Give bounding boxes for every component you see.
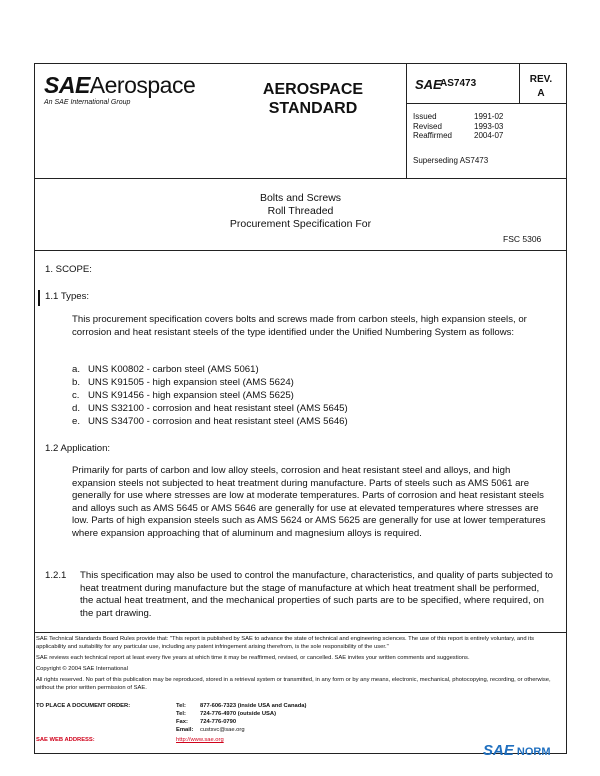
footer-review-text: SAE reviews each technical report at least every five years at which time it may be reaffirmed, revised, or cancelled. SAE invites your written comments and suggestions.	[36, 655, 470, 661]
date-value-issued: 1991-02	[474, 112, 504, 121]
doc-sae-logo: SAE	[415, 77, 442, 92]
types-paragraph: This procurement specification covers bolts and screws made from carbon steels, high expansion steels, or corrosion and heat resistant steels of the type identified under the Unified Numbering System as follows:	[72, 314, 527, 338]
list-item-label: a.	[72, 364, 81, 375]
sae-norm-word: NORM	[516, 746, 551, 758]
list-item-text: UNS S34700 - corrosion and heat resistant steel (AMS 5646)	[88, 416, 348, 427]
date-label-reaffirmed: Reaffirmed	[413, 131, 452, 140]
section-1-2-1-number: 1.2.1	[45, 570, 67, 581]
section-application-heading: 1.2 Application:	[45, 443, 111, 454]
order-label: TO PLACE A DOCUMENT ORDER:	[36, 703, 131, 709]
header-column-divider	[406, 63, 407, 178]
standard-title: AEROSPACE STANDARD	[262, 81, 364, 117]
rev-label: REV.	[529, 74, 553, 85]
list-item-label: d.	[72, 403, 81, 414]
change-bar	[38, 290, 40, 306]
revision-box	[522, 73, 560, 101]
date-value-revised: 1993-03	[474, 122, 504, 131]
logo-subtitle: An SAE International Group	[44, 99, 131, 106]
list-item-text: UNS K91456 - high expansion steel (AMS 5625)	[88, 390, 294, 401]
fsc-code: FSC 5306	[503, 234, 542, 244]
contact-email[interactable]: custsvc@sae.org	[200, 727, 245, 733]
title-divider	[34, 250, 567, 251]
document-title	[34, 192, 567, 231]
contact-label: Email:	[176, 727, 194, 733]
web-address-label: SAE WEB ADDRESS:	[36, 737, 95, 743]
contact-label: Fax:	[176, 719, 188, 725]
section-scope-heading: 1. SCOPE:	[45, 264, 92, 275]
footer-copyright: Copyright © 2004 SAE International	[36, 666, 128, 672]
rev-box-divider	[519, 63, 520, 103]
date-label-issued: Issued	[413, 112, 437, 121]
contact-value: 724-776-0790	[200, 719, 237, 725]
contact-value: 724-776-4970 (outside USA)	[200, 711, 277, 717]
contact-label: Tel:	[176, 703, 186, 709]
date-value-reaffirmed: 2004-07	[474, 131, 504, 140]
list-item-text: UNS K00802 - carbon steel (AMS 5061)	[88, 364, 259, 375]
list-item-label: c.	[72, 390, 80, 401]
footer-rules-text: SAE Technical Standards Board Rules provide that: "This report is published by SAE to advance the state of technical and engineering sciences. The use of this report is entirely voluntary, and its applicability and suitability for any particular use, including any patent infringement arising therefrom, is the sole responsibility of the user."	[36, 636, 534, 650]
sae-norm-brand	[483, 742, 551, 759]
date-label-revised: Revised	[413, 122, 442, 131]
title-line-1: Bolts and Screws	[259, 192, 342, 204]
list-item-text: UNS S32100 - corrosion and heat resistant steel (AMS 5645)	[88, 403, 348, 414]
section-types-heading: 1.1 Types:	[45, 291, 90, 302]
document-number: AS7473	[440, 78, 477, 89]
footer-rights-text: All rights reserved. No part of this publication may be reproduced, stored in a retrieval system or transmitted, in any form or by any means, electronic, mechanical, photocopying, recording, or otherwise, without the prior written permission of SAE.	[36, 677, 551, 691]
sae-norm-mark: SAE	[483, 742, 514, 759]
title-line-3: Procurement Specification For	[229, 218, 372, 230]
list-item-label: b.	[72, 377, 81, 388]
list-item-text: UNS K91505 - high expansion steel (AMS 5624)	[88, 377, 294, 388]
header-divider	[34, 178, 567, 179]
section-1-2-1-paragraph: This specification may also be used to control the manufacture, characteristics, and quality of parts subjected to heat treatment during manufacture but the stage of manufacture at which heat treatment shall be performed, the actual heat treatment, and the mechanical properties of such parts are to be specified, where required, on the part drawing.	[80, 570, 554, 619]
docid-divider	[406, 103, 567, 104]
contact-value: 877-606-7323 (inside USA and Canada)	[200, 703, 307, 709]
superseding-note: Superseding AS7473	[413, 156, 489, 165]
web-address-link[interactable]: http://www.sae.org	[176, 737, 224, 743]
rev-value: A	[537, 88, 545, 99]
footer-divider	[34, 632, 567, 633]
contact-label: Tel:	[176, 711, 186, 717]
application-paragraph: Primarily for parts of carbon and low alloy steels, corrosion and heat resistant steel and alloys, and high expansion steels not subjected to heat treatment during manufacture. Parts of steels such as AMS 5061 are generally for use where stresses are low at moderate temperatures. Parts of corrosion and heat resistant steels and alloys such as AMS 5645 or AMS 5646 are generally for use at elevated temperatures where stresses are low. Parts of high expansion steels such as AMS 5624 or AMS 5625 are generally for use at lower temperatures where expansion approaching that of aluminum and magnesium alloys is required.	[72, 465, 546, 539]
title-line-2: Roll Threaded	[267, 205, 334, 217]
list-item-label: e.	[72, 416, 81, 427]
sae-aerospace-logo: SAEAerospace	[44, 72, 196, 98]
